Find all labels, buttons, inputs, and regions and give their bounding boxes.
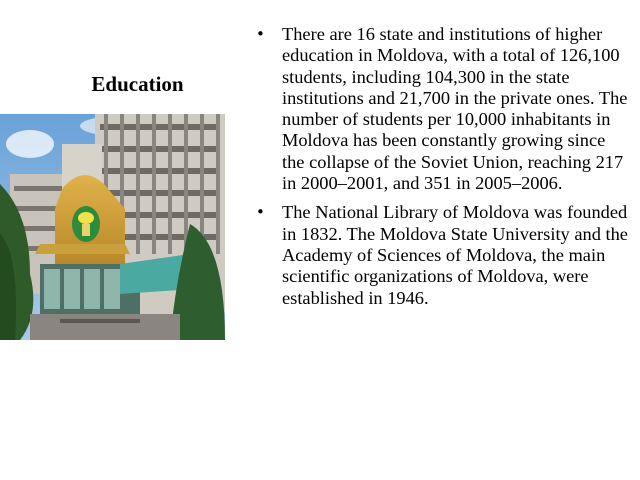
- slide-title: Education: [91, 72, 184, 96]
- bullet-item: [256, 202, 632, 308]
- bullet-dot-icon: •: [256, 203, 265, 222]
- bullet-item: [256, 24, 632, 194]
- bullet-dot-icon: •: [256, 25, 265, 43]
- university-building-photo: [0, 114, 225, 340]
- bullet-text: The National Library of Moldova was founded in 1832. The Moldova State University and the Academy of Sciences of Moldova, the main scientific organizations of Moldova, were established in 1946.: [282, 202, 628, 308]
- bullet-list: [256, 24, 632, 317]
- bullet-text: There are 16 state and institutions of higher education in Moldova, with a total of 126,100 students, including 104,300 in the state institutions and 21,700 in the private ones. The number of students per 10,000 inhabitants in Moldova has been constantly growing since the collapse of the Soviet Union, reaching 217 in 2000–2001, and 351 in 2005–2006.: [282, 24, 628, 194]
